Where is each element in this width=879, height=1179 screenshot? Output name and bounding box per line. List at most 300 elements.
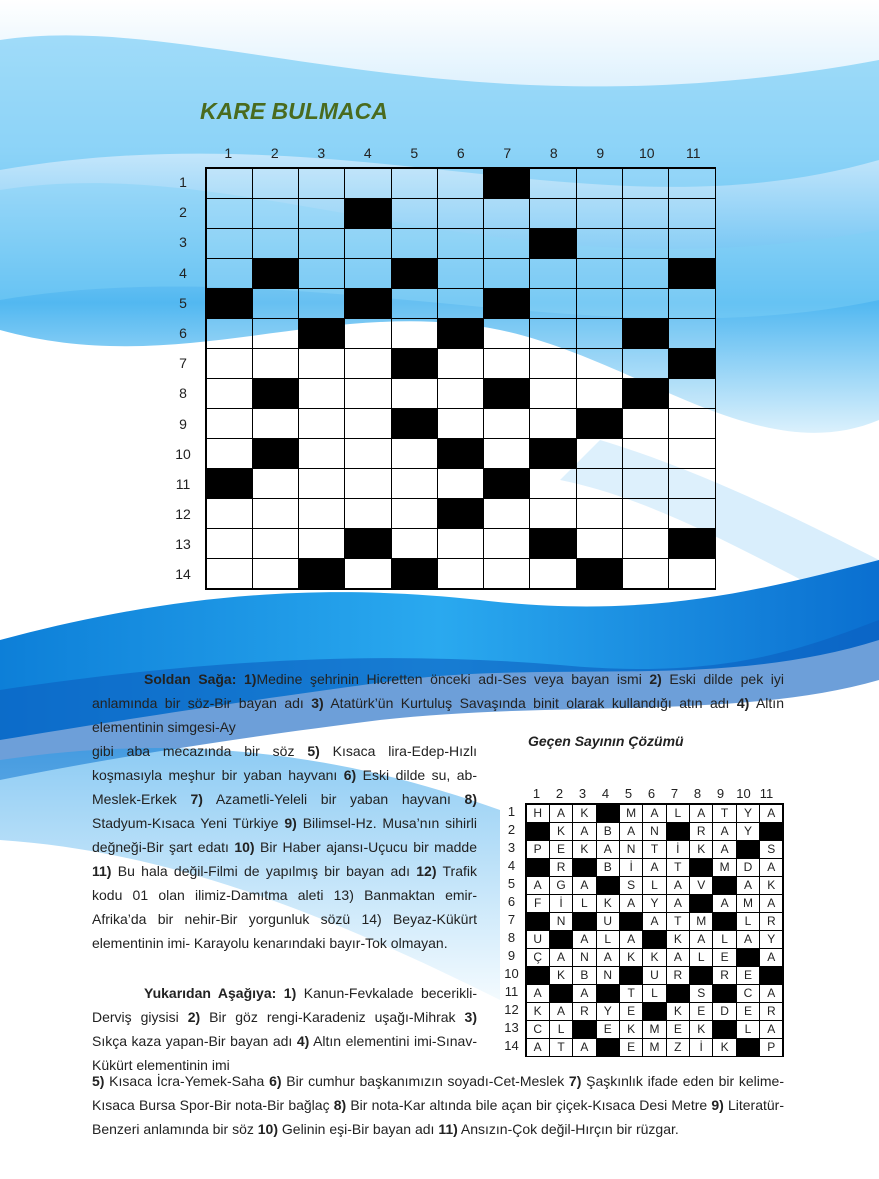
clue-text: Medine şehrinin Hicretten önceki adı-Ses veya bayan ismi xyxy=(256,671,650,687)
clue-text: Stadyum-Kısaca Yeni Türkiye xyxy=(92,815,285,831)
clue-number: 11) xyxy=(438,1121,458,1137)
solution-row-number: 7 xyxy=(507,912,516,927)
solution-letter-cell: F xyxy=(526,894,550,913)
row-number: 8 xyxy=(179,385,187,402)
clue-number: 10) xyxy=(257,1121,278,1137)
empty-cell xyxy=(298,168,345,199)
clue-number: 6) xyxy=(343,767,357,783)
solution-letter-cell: N xyxy=(549,912,573,931)
solution-letter-cell: L xyxy=(712,930,736,949)
black-cell xyxy=(252,378,299,409)
across-clues-continued xyxy=(92,739,477,955)
solution-letter-cell: A xyxy=(759,804,783,823)
empty-cell xyxy=(391,378,438,409)
empty-cell xyxy=(529,468,576,499)
black-cell xyxy=(437,498,484,529)
row-number: 1 xyxy=(179,174,187,190)
clue-number: 9) xyxy=(284,815,297,831)
column-number: 7 xyxy=(503,145,512,161)
black-cell xyxy=(668,348,715,379)
empty-cell xyxy=(298,288,345,319)
empty-cell xyxy=(252,558,299,589)
empty-cell xyxy=(206,558,253,589)
solution-letter-cell: R xyxy=(712,966,736,985)
down-label: Yukarıdan Aşağıya: xyxy=(144,985,277,1001)
solution-black-cell xyxy=(549,984,573,1003)
black-cell xyxy=(437,438,484,469)
solution-letter-cell: B xyxy=(596,822,620,841)
black-cell xyxy=(483,378,530,409)
solution-letter-cell: A xyxy=(712,840,736,859)
empty-cell xyxy=(344,498,391,529)
empty-cell xyxy=(344,318,391,349)
solution-black-cell xyxy=(689,858,713,877)
solution-letter-cell: İ xyxy=(619,858,643,877)
empty-cell xyxy=(252,228,299,259)
solution-letter-cell: U xyxy=(642,966,666,985)
empty-cell xyxy=(622,498,669,529)
solution-letter-cell: A xyxy=(596,948,620,967)
solution-row-number: 14 xyxy=(504,1038,519,1053)
empty-cell xyxy=(437,198,484,229)
empty-cell xyxy=(483,348,530,379)
clue-text: Altın elementinin simgesi-Ay xyxy=(92,695,784,735)
black-cell xyxy=(529,528,576,559)
solution-letter-cell: A xyxy=(572,984,596,1003)
solution-letter-cell: A xyxy=(666,948,690,967)
black-cell xyxy=(252,258,299,289)
solution-black-cell xyxy=(572,1020,596,1039)
solution-letter-cell: M xyxy=(736,894,760,913)
solution-letter-cell: A xyxy=(596,840,620,859)
empty-cell xyxy=(344,168,391,199)
solution-letter-cell: T xyxy=(666,912,690,931)
solution-letter-cell: Y xyxy=(596,1002,620,1021)
empty-cell xyxy=(576,168,623,199)
empty-cell xyxy=(206,378,253,409)
clue-number: 9) xyxy=(711,1097,724,1113)
solution-row-number: 6 xyxy=(507,894,516,909)
solution-letter-cell: K xyxy=(596,894,620,913)
clue-number: 7) xyxy=(568,1073,582,1089)
solution-letter-cell: R xyxy=(572,1002,596,1021)
clue-text: Ansızın-Çok değil-Hırçın bir rüzgar. xyxy=(457,1121,679,1137)
empty-cell xyxy=(668,228,715,259)
solution-letter-cell: K xyxy=(642,948,666,967)
empty-cell xyxy=(668,288,715,319)
solution-column-number: 2 xyxy=(555,786,564,801)
empty-cell xyxy=(298,408,345,439)
empty-cell xyxy=(483,528,530,559)
empty-cell xyxy=(576,468,623,499)
row-numbers xyxy=(168,167,198,590)
solution-letter-cell: L xyxy=(666,804,690,823)
solution-letter-cell: D xyxy=(712,1002,736,1021)
empty-cell xyxy=(344,468,391,499)
black-cell xyxy=(206,288,253,319)
solution-row-number: 4 xyxy=(507,858,516,873)
column-number: 10 xyxy=(638,145,655,161)
empty-cell xyxy=(206,318,253,349)
empty-cell xyxy=(437,228,484,259)
solution-letter-cell: A xyxy=(619,822,643,841)
empty-cell xyxy=(622,348,669,379)
solution-letter-cell: Ç xyxy=(526,948,550,967)
solution-letter-cell: S xyxy=(619,876,643,895)
solution-letter-cell: R xyxy=(549,858,573,877)
column-number: 11 xyxy=(685,145,701,161)
solution-row-number: 1 xyxy=(507,804,516,819)
column-number: 9 xyxy=(596,145,605,161)
empty-cell xyxy=(483,258,530,289)
row-number: 13 xyxy=(175,536,191,553)
solution-column-number: 3 xyxy=(578,786,587,801)
clue-number: 3) xyxy=(464,1009,477,1025)
solution-letter-cell: E xyxy=(549,840,573,859)
solution-letter-cell: A xyxy=(689,930,713,949)
empty-cell xyxy=(298,438,345,469)
black-cell xyxy=(391,408,438,439)
clue-number: 7) xyxy=(190,791,203,807)
empty-cell xyxy=(298,258,345,289)
solution-letter-cell: T xyxy=(642,840,666,859)
solution-letter-cell: A xyxy=(642,804,666,823)
black-cell xyxy=(622,378,669,409)
clue-text: Bir nota-Kar altında bile açan bir çiçek-Kısaca Desi Metre xyxy=(346,1097,712,1113)
empty-cell xyxy=(576,348,623,379)
solution-letter-cell: A xyxy=(712,894,736,913)
empty-cell xyxy=(622,408,669,439)
empty-cell xyxy=(391,288,438,319)
solution-letter-cell: K xyxy=(712,1038,736,1057)
solution-letter-cell: E xyxy=(736,1002,760,1021)
row-number: 14 xyxy=(175,566,191,583)
solution-black-cell xyxy=(666,984,690,1003)
solution-row-number: 13 xyxy=(504,1020,519,1035)
solution-black-cell xyxy=(572,912,596,931)
solution-letter-cell: G xyxy=(549,876,573,895)
clue-text: Azametli-Yeleli bir yaban hayvanı xyxy=(202,791,465,807)
clue-text: Altın elementini imi-Sınav-Kükürt elementinin imi xyxy=(92,1033,477,1073)
empty-cell xyxy=(206,408,253,439)
solution-letter-cell: K xyxy=(689,840,713,859)
solution-letter-cell: P xyxy=(526,840,550,859)
empty-cell xyxy=(437,528,484,559)
solution-black-cell xyxy=(549,930,573,949)
empty-cell xyxy=(668,498,715,529)
solution-letter-cell: A xyxy=(572,930,596,949)
empty-cell xyxy=(298,348,345,379)
solution-letter-cell: C xyxy=(736,984,760,1003)
empty-cell xyxy=(391,168,438,199)
solution-black-cell xyxy=(619,912,643,931)
crossword-grid xyxy=(205,167,716,590)
solution-black-cell xyxy=(526,912,550,931)
solution-letter-cell: L xyxy=(689,948,713,967)
solution-letter-cell: B xyxy=(596,858,620,877)
solution-letter-cell: A xyxy=(642,858,666,877)
empty-cell xyxy=(668,558,715,589)
solution-letter-cell: A xyxy=(619,930,643,949)
black-cell xyxy=(391,558,438,589)
empty-cell xyxy=(576,258,623,289)
clue-text: Şaşkınlık ifade eden bir kelime-Kısaca Bursa Spor-Bir nota-Bir bağlaç xyxy=(92,1073,784,1113)
solution-letter-cell: L xyxy=(642,876,666,895)
solution-black-cell xyxy=(712,984,736,1003)
solution-letter-cell: L xyxy=(549,1020,573,1039)
solution-letter-cell: E xyxy=(666,1020,690,1039)
empty-cell xyxy=(483,438,530,469)
empty-cell xyxy=(437,468,484,499)
solution-letter-cell: A xyxy=(666,876,690,895)
solution-letter-cell: N xyxy=(596,966,620,985)
empty-cell xyxy=(622,258,669,289)
empty-cell xyxy=(576,288,623,319)
empty-cell xyxy=(344,438,391,469)
solution-column-numbers xyxy=(525,786,778,801)
clue-text: gibi aba mecazında bir söz xyxy=(92,743,308,759)
empty-cell xyxy=(344,558,391,589)
empty-cell xyxy=(576,378,623,409)
solution-letter-cell: A xyxy=(549,1002,573,1021)
black-cell xyxy=(298,318,345,349)
solution-letter-cell: Y xyxy=(642,894,666,913)
solution-black-cell xyxy=(596,984,620,1003)
solution-letter-cell: K xyxy=(759,876,783,895)
solution-black-cell xyxy=(596,804,620,823)
solution-letter-cell: K xyxy=(572,804,596,823)
solution-letter-cell: K xyxy=(572,840,596,859)
solution-letter-cell: A xyxy=(759,858,783,877)
solution-letter-cell: A xyxy=(759,948,783,967)
solution-title: Geçen Sayının Çözümü xyxy=(528,733,684,749)
solution-letter-cell: Y xyxy=(759,930,783,949)
down-clues-continued xyxy=(92,1069,784,1141)
solution-letter-cell: S xyxy=(759,840,783,859)
solution-letter-cell: L xyxy=(736,912,760,931)
empty-cell xyxy=(529,168,576,199)
clue-text: Bir cumhur başkanımızın soyadı-Cet-Meslek xyxy=(281,1073,569,1089)
clue-number: 2) xyxy=(649,671,662,687)
solution-letter-cell: İ xyxy=(549,894,573,913)
solution-letter-cell: L xyxy=(572,894,596,913)
row-number: 9 xyxy=(179,415,187,432)
clue-number: 5) xyxy=(307,743,320,759)
clue-text: Bu hala değil-Filmi de yapılmış bir bayan adı xyxy=(111,863,417,879)
black-cell xyxy=(206,468,253,499)
empty-cell xyxy=(298,228,345,259)
clue-text: Bir Haber ajansı-Uçucu bir madde xyxy=(254,839,477,855)
empty-cell xyxy=(252,408,299,439)
solution-letter-cell: Y xyxy=(736,822,760,841)
empty-cell xyxy=(344,228,391,259)
solution-black-cell xyxy=(619,966,643,985)
solution-letter-cell: R xyxy=(759,912,783,931)
black-cell xyxy=(344,288,391,319)
black-cell xyxy=(437,318,484,349)
solution-letter-cell: L xyxy=(596,930,620,949)
solution-letter-cell: C xyxy=(526,1020,550,1039)
black-cell xyxy=(529,438,576,469)
clue-text: Trafik kodu 01 olan ilimiz-Damıtma aleti 13) Banmaktan emir-Afrika’da bir nehir-Bir yorgunluk sözü 14) Beyaz-Kükürt elementinin imi- Karayolu kenarındaki bayır-Tok olmayan. xyxy=(92,863,477,951)
clue-number: 2) xyxy=(187,1009,201,1025)
solution-letter-cell: A xyxy=(526,876,550,895)
black-cell xyxy=(483,288,530,319)
solution-letter-cell: L xyxy=(736,1020,760,1039)
empty-cell xyxy=(391,228,438,259)
clue-text: Atatürk’ün Kurtuluş Savaşında binit olarak kullandığı atın adı xyxy=(323,695,737,711)
solution-letter-cell: K xyxy=(619,948,643,967)
empty-cell xyxy=(668,198,715,229)
solution-black-cell xyxy=(526,966,550,985)
empty-cell xyxy=(252,348,299,379)
black-cell xyxy=(391,348,438,379)
solution-letter-cell: E xyxy=(689,1002,713,1021)
solution-black-cell xyxy=(572,858,596,877)
empty-cell xyxy=(437,558,484,589)
empty-cell xyxy=(622,558,669,589)
solution-letter-cell: V xyxy=(689,876,713,895)
clue-number: 5) xyxy=(92,1073,105,1089)
solution-letter-cell: A xyxy=(572,1038,596,1057)
empty-cell xyxy=(576,438,623,469)
clue-number: 4) xyxy=(296,1033,310,1049)
solution-letter-cell: U xyxy=(526,930,550,949)
solution-row-number: 3 xyxy=(507,840,516,855)
column-number: 6 xyxy=(456,145,465,161)
down-clues-intro xyxy=(92,981,477,1077)
solution-letter-cell: K xyxy=(549,966,573,985)
solution-letter-cell: K xyxy=(666,1002,690,1021)
empty-cell xyxy=(529,378,576,409)
empty-cell xyxy=(622,168,669,199)
solution-column-number: 5 xyxy=(624,786,633,801)
empty-cell xyxy=(576,228,623,259)
empty-cell xyxy=(206,348,253,379)
across-clues-intro xyxy=(92,667,784,739)
solution-letter-cell: R xyxy=(666,966,690,985)
solution-letter-cell: A xyxy=(526,984,550,1003)
empty-cell xyxy=(529,288,576,319)
solution-letter-cell: A xyxy=(572,822,596,841)
empty-cell xyxy=(622,198,669,229)
clue-number: 12) xyxy=(416,863,437,879)
row-number: 3 xyxy=(179,234,187,251)
row-number: 12 xyxy=(175,506,191,523)
solution-black-cell xyxy=(736,1038,760,1057)
solution-letter-cell: K xyxy=(689,1020,713,1039)
clue-number: 10) xyxy=(234,839,255,855)
row-number: 5 xyxy=(179,294,187,311)
solution-letter-cell: E xyxy=(596,1020,620,1039)
column-number: 4 xyxy=(363,145,372,161)
black-cell xyxy=(576,558,623,589)
solution-letter-cell: M xyxy=(642,1020,666,1039)
solution-letter-cell: R xyxy=(689,822,713,841)
clue-text: Sıkça kaza yapan-Bir bayan adı xyxy=(92,1033,297,1049)
solution-column-number: 9 xyxy=(716,786,725,801)
clue-text: Gelinin eşi-Bir bayan adı xyxy=(278,1121,439,1137)
solution-letter-cell: K xyxy=(619,1020,643,1039)
empty-cell xyxy=(437,378,484,409)
solution-black-cell xyxy=(689,894,713,913)
solution-letter-cell: K xyxy=(526,1002,550,1021)
solution-grid xyxy=(525,803,784,1057)
solution-letter-cell: A xyxy=(736,876,760,895)
column-number: 8 xyxy=(549,145,558,161)
solution-black-cell xyxy=(759,822,783,841)
empty-cell xyxy=(668,168,715,199)
solution-letter-cell: M xyxy=(642,1038,666,1057)
solution-row-number: 12 xyxy=(504,1002,519,1017)
empty-cell xyxy=(437,348,484,379)
solution-letter-cell: K xyxy=(549,822,573,841)
black-cell xyxy=(344,528,391,559)
solution-letter-cell: N xyxy=(572,948,596,967)
empty-cell xyxy=(391,198,438,229)
solution-letter-cell: A xyxy=(666,894,690,913)
black-cell xyxy=(344,198,391,229)
solution-black-cell xyxy=(736,840,760,859)
solution-letter-cell: A xyxy=(759,894,783,913)
clue-number: 3) xyxy=(311,695,324,711)
empty-cell xyxy=(252,198,299,229)
empty-cell xyxy=(252,498,299,529)
black-cell xyxy=(252,438,299,469)
empty-cell xyxy=(529,318,576,349)
empty-cell xyxy=(483,198,530,229)
black-cell xyxy=(298,558,345,589)
solution-letter-cell: B xyxy=(572,966,596,985)
solution-letter-cell: A xyxy=(572,876,596,895)
empty-cell xyxy=(298,528,345,559)
empty-cell xyxy=(622,288,669,319)
empty-cell xyxy=(668,438,715,469)
empty-cell xyxy=(483,408,530,439)
solution-letter-cell: İ xyxy=(666,840,690,859)
empty-cell xyxy=(483,558,530,589)
solution-row-number: 10 xyxy=(504,966,519,981)
solution-column-number: 4 xyxy=(601,786,610,801)
empty-cell xyxy=(437,168,484,199)
black-cell xyxy=(483,468,530,499)
empty-cell xyxy=(206,168,253,199)
solution-letter-cell: R xyxy=(759,1002,783,1021)
clue-number: 4) xyxy=(736,695,750,711)
solution-letter-cell: T xyxy=(666,858,690,877)
empty-cell xyxy=(622,228,669,259)
clue-text: Bilimsel-Hz. Musa’nın sihirli değneği-Bir şart edatı xyxy=(92,815,477,855)
empty-cell xyxy=(252,468,299,499)
solution-row-number: 8 xyxy=(507,930,516,945)
solution-letter-cell: A xyxy=(759,984,783,1003)
empty-cell xyxy=(252,288,299,319)
empty-cell xyxy=(576,318,623,349)
clue-text: Eski dilde su, ab-Meslek-Erkek xyxy=(92,767,478,807)
column-number: 3 xyxy=(317,145,326,161)
black-cell xyxy=(668,528,715,559)
clue-text: Kısaca İcra-Yemek-Saha xyxy=(104,1073,270,1089)
solution-black-cell xyxy=(526,822,550,841)
solution-black-cell xyxy=(666,822,690,841)
empty-cell xyxy=(576,498,623,529)
empty-cell xyxy=(668,468,715,499)
solution-letter-cell: A xyxy=(619,894,643,913)
empty-cell xyxy=(298,468,345,499)
empty-cell xyxy=(206,228,253,259)
row-number: 11 xyxy=(175,475,191,492)
empty-cell xyxy=(344,348,391,379)
